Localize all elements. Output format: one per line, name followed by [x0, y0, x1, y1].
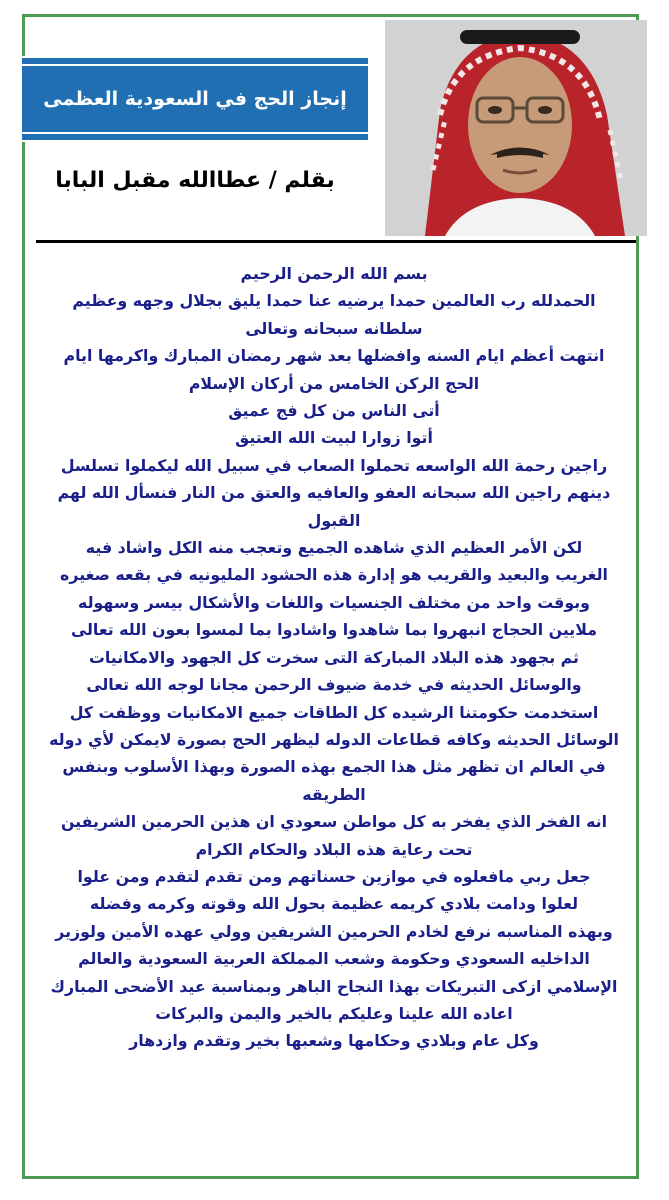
article-line: استخدمت حكومتنا الرشيده كل الطاقات جميع الامكانيات ووظفت كل [69, 702, 599, 722]
article-line: أتى الناس من كل فج عميق [228, 401, 440, 421]
article-line: الوسائل الحديثه وكافه قطاعات الدوله ليظهر الحج بصورة لايمكن لأي دوله [49, 729, 619, 749]
article-line: سلطانه سبحانه وتعالى [245, 318, 423, 338]
title-banner [20, 56, 370, 142]
author-byline: بقلم / عطاالله مقبل البابا [55, 168, 335, 193]
article-line: دينهم راجين الله سبحانه العفو والعافيه والعتق من النار فنسأل الله لهم [57, 483, 611, 503]
author-portrait-graphic [385, 20, 647, 236]
article-line: لعلوا ودامت بلادي كريمه عظيمة بحول الله وقوته وكرمه وفضله [89, 894, 579, 914]
article-line: وبهذه المناسبه نرفع لخادم الحرمين الشريفين وولي عهده الأمين ولوزير [55, 921, 613, 941]
article-body [14, 260, 654, 1055]
article-line: ثم بجهود هذه البلاد المباركة التى سخرت كل الجهود والامكانيات [89, 647, 579, 667]
article-line: جعل ربي مافعلوه في موازين حسناتهم ومن تقدم لتقدم ومن علوا [77, 866, 591, 886]
article-line: ملايين الحجاج انبهروا بما شاهدوا واشادوا بما لمسوا بعون الله تعالى [70, 620, 598, 640]
article-line: القبول [307, 510, 361, 530]
article-line: بسم الله الرحمن الرحيم [240, 264, 428, 283]
article-line: راجين رحمة الله الواسعه تحملوا الصعاب في سبيل الله ليكملوا تسلسل [60, 455, 608, 475]
article-line: في العالم ان تظهر مثل هذا الجمع بهذه الصورة وبهذا الأسلوب وبنفس [62, 757, 606, 777]
article-line: الطريقه [302, 784, 366, 804]
article-line: انه الفخر الذي يفخر به كل مواطن سعودي ان هذين الحرمين الشريفين [60, 812, 608, 832]
article-line: اعاده الله علينا وعليكم بالخير واليمن والبركات [155, 1003, 513, 1023]
article-line: وبوقت واحد من مختلف الجنسيات واللغات والأشكال بيسر وسهوله [77, 592, 590, 612]
article-line: الداخليه السعودي وحكومة وشعب المملكة العربية السعودية والعالم [78, 949, 590, 969]
article-line: أتوا زوارا لبيت الله العتيق [235, 428, 433, 448]
author-photo [385, 20, 647, 236]
article-line: تحت رعاية هذه البلاد والحكام الكرام [195, 839, 473, 859]
article-line: الإسلامي ازكى التبريكات بهذا النجاح الباهر وبمناسبة عيد الأضحى المبارك [50, 976, 618, 996]
article-line: والوسائل الحديثه في خدمة ضيوف الرحمن مجانا لوجه الله تعالى [86, 675, 582, 695]
article-line: الحج الركن الخامس من أركان الإسلام [188, 373, 480, 393]
article-title: إنجاز الحج في السعودية العظمى [43, 88, 347, 110]
article-line: لكن الأمر العظيم الذي شاهده الجميع وتعجب منه الكل واشاد فيه [85, 538, 583, 558]
article-line: انتهت أعظم ايام السنه وافضلها بعد شهر رمضان المبارك واكرمها ايام [63, 346, 605, 366]
article-line: الغريب والبعيد والقريب هو إدارة هذه الحشود المليونيه في بقعه صغيره [60, 565, 608, 585]
title-banner-inner [22, 64, 368, 134]
header-divider [36, 240, 636, 243]
article-line: الحمدلله رب العالمين حمدا يرضيه عنا حمدا يليق بجلال وجهه وعظيم [72, 291, 596, 311]
article-line: وكل عام وبلادي وحكامها وشعبها بخير وتقدم وازدهار [129, 1031, 539, 1051]
